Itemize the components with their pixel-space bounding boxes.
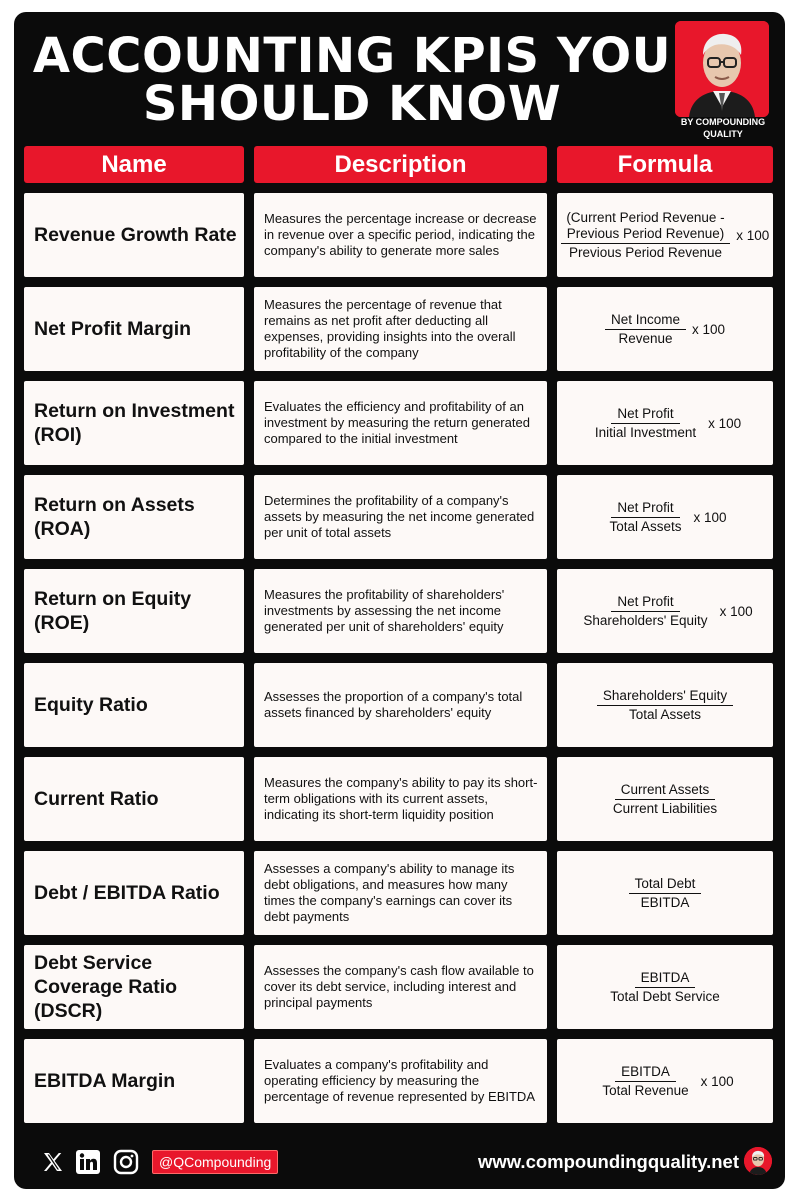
kpi-name-cell: Debt Service Coverage Ratio (DSCR) xyxy=(24,945,244,1029)
kpi-formula-cell xyxy=(557,193,773,277)
formula-fraction xyxy=(607,782,723,817)
title-line-1: ACCOUNTING KPIS YOU xyxy=(32,28,672,84)
formula-denominator: Total Assets xyxy=(609,518,682,534)
kpi-description-cell: Evaluates a company's profitability and operating efficiency by measuring the percentage of revenue represented by EBITDA xyxy=(254,1039,547,1123)
formula-numerator: Net Profit xyxy=(611,594,679,612)
portrait-illustration xyxy=(675,21,769,117)
kpi-name-cell: Current Ratio xyxy=(24,757,244,841)
formula-multiplier: x 100 xyxy=(719,603,753,619)
formula-fraction xyxy=(603,500,687,535)
kpi-formula-cell xyxy=(557,1039,773,1123)
formula-denominator: EBITDA xyxy=(640,894,690,910)
kpi-name-cell: Return on Assets (ROA) xyxy=(24,475,244,559)
kpi-name-cell: Return on Equity (ROE) xyxy=(24,569,244,653)
kpi-name-cell: EBITDA Margin xyxy=(24,1039,244,1123)
formula-denominator: Total Debt Service xyxy=(610,988,720,1004)
kpi-description-cell: Evaluates the efficiency and profitability of an investment by measuring the return generated compared to the initial investment xyxy=(254,381,547,465)
avatar xyxy=(744,1147,772,1175)
kpi-name-cell: Return on Investment (ROI) xyxy=(24,381,244,465)
kpi-description-cell: Assesses the company's cash flow available to cover its debt service, including interest and principal payments xyxy=(254,945,547,1029)
column-header-description: Description xyxy=(254,146,547,183)
byline-line-1: BY COMPOUNDING xyxy=(680,117,766,127)
linkedin-icon[interactable] xyxy=(74,1148,102,1176)
instagram-icon[interactable] xyxy=(112,1148,140,1176)
kpi-description-cell: Determines the profitability of a company's assets by measuring the net income generated per unit of total assets xyxy=(254,475,547,559)
formula-numerator: EBITDA xyxy=(615,1064,676,1082)
kpi-formula-cell xyxy=(557,287,773,371)
author-portrait xyxy=(675,21,769,117)
kpi-name-cell: Equity Ratio xyxy=(24,663,244,747)
formula-fraction xyxy=(605,312,686,347)
kpi-description-cell: Assesses the proportion of a company's total assets financed by shareholders' equity xyxy=(254,663,547,747)
kpi-description-cell: Measures the percentage increase or decrease in revenue over a specific period, indicating the company's ability to generate more sales xyxy=(254,193,547,277)
formula-fraction xyxy=(589,406,702,441)
formula-denominator: Revenue xyxy=(618,330,673,346)
kpi-formula-cell xyxy=(557,475,773,559)
title-line-2: SHOULD KNOW xyxy=(142,76,562,132)
kpi-formula-cell xyxy=(557,381,773,465)
formula-denominator: Total Revenue xyxy=(602,1082,689,1098)
kpi-formula-cell xyxy=(557,945,773,1029)
formula-multiplier: x 100 xyxy=(700,1073,734,1089)
byline-line-2: QUALITY xyxy=(703,129,743,139)
formula-fraction xyxy=(561,210,731,261)
kpi-name-cell: Revenue Growth Rate xyxy=(24,193,244,277)
kpi-name-cell: Net Profit Margin xyxy=(24,287,244,371)
formula-numerator: Total Debt xyxy=(629,876,702,894)
kpi-description-cell: Assesses a company's ability to manage its debt obligations, and measures how many times the company's earnings can cover its debt payments xyxy=(254,851,547,935)
formula-numerator: Shareholders' Equity xyxy=(597,688,733,706)
formula-numerator: Net Income xyxy=(605,312,686,330)
x-logo-icon[interactable] xyxy=(40,1148,66,1176)
formula-numerator: Net Profit xyxy=(611,500,679,518)
formula-fraction xyxy=(604,970,726,1005)
formula-multiplier: x 100 xyxy=(693,509,727,525)
formula-denominator: Initial Investment xyxy=(594,424,697,440)
avatar-portrait xyxy=(744,1147,772,1175)
formula-fraction xyxy=(577,594,713,629)
byline xyxy=(669,116,777,140)
kpi-formula-cell xyxy=(557,663,773,747)
kpi-formula-cell xyxy=(557,757,773,841)
formula-denominator: Previous Period Revenue xyxy=(568,244,723,260)
formula-denominator: Shareholders' Equity xyxy=(583,612,708,628)
formula-multiplier: x 100 xyxy=(736,227,770,243)
formula-multiplier: x 100 xyxy=(708,415,742,431)
kpi-description-cell: Measures the profitability of shareholders' investments by assessing the net income generated per unit of shareholders' equity xyxy=(254,569,547,653)
formula-numerator: EBITDA xyxy=(635,970,696,988)
formula-fraction xyxy=(597,688,733,723)
formula-denominator: Current Liabilities xyxy=(612,800,718,816)
website-link[interactable]: www.compoundingquality.net xyxy=(477,1151,739,1172)
page-title xyxy=(32,28,672,132)
kpi-name-cell: Debt / EBITDA Ratio xyxy=(24,851,244,935)
column-header-formula: Formula xyxy=(557,146,773,183)
kpi-formula-cell xyxy=(557,851,773,935)
kpi-formula-cell xyxy=(557,569,773,653)
infographic-frame xyxy=(14,12,785,1189)
formula-numerator: (Current Period Revenue - xyxy=(566,209,725,225)
kpi-description-cell: Measures the company's ability to pay its short-term obligations with its current assets, indicating its short-term liquidity position xyxy=(254,757,547,841)
formula-numerator: Net Profit xyxy=(611,406,679,424)
formula-denominator: Total Assets xyxy=(628,706,702,722)
formula-numerator-2: Previous Period Revenue) xyxy=(561,226,731,244)
formula-fraction xyxy=(629,876,702,911)
kpi-description-cell: Measures the percentage of revenue that remains as net profit after deducting all expenses, providing insights into the overall profitability of the company xyxy=(254,287,547,371)
social-handle[interactable]: @QCompounding xyxy=(152,1150,278,1174)
column-header-name: Name xyxy=(24,146,244,183)
formula-numerator: Current Assets xyxy=(615,782,716,800)
formula-multiplier: x 100 xyxy=(692,321,726,337)
formula-fraction xyxy=(596,1064,694,1099)
